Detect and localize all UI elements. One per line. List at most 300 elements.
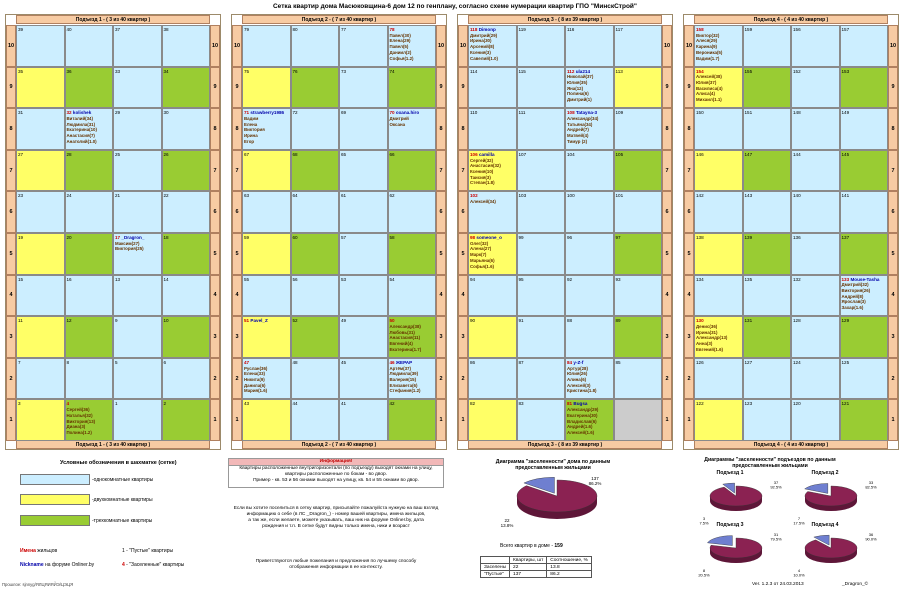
apartment-cell[interactable] [517, 191, 566, 233]
apartment-number: 32 [66, 110, 72, 116]
apartment-number: 54 [389, 276, 395, 282]
resident-name: Оксана [389, 121, 406, 127]
apartment-number-line [696, 235, 741, 241]
apartment-cell[interactable] [388, 108, 437, 150]
podezd-pie-title: Подъезд 1 [716, 470, 744, 476]
apartment-number: 81 [567, 401, 573, 407]
apartment-number: 18 [163, 235, 169, 240]
apartment-number: 122 [696, 401, 704, 407]
apartment-number-line [745, 401, 790, 407]
apartment-cell[interactable] [840, 233, 889, 275]
apartment-number: 37 [115, 27, 121, 32]
apartment-number: 101 [615, 193, 624, 199]
apartment-cell[interactable] [694, 233, 743, 275]
apartment-cell[interactable] [162, 191, 211, 233]
apartment-cell[interactable] [388, 358, 437, 400]
apartment-cell[interactable] [242, 316, 291, 358]
apartment-cell[interactable] [162, 150, 211, 192]
resident-name: Ксения(10) [470, 168, 494, 174]
apartment-cell[interactable] [242, 150, 291, 192]
apartment-number-line [842, 27, 887, 33]
apartment-number: 103 [518, 193, 527, 199]
apartment-cell[interactable] [65, 316, 114, 358]
apartment-number: 112 [567, 68, 575, 74]
resident-name: Дмитрий [389, 115, 409, 121]
pie-label: 37 92.5% [770, 480, 782, 490]
apartment-cell[interactable] [614, 358, 663, 400]
apartment-cell[interactable] [339, 316, 388, 358]
apartment-number-line [842, 193, 887, 199]
apartment-cell[interactable] [16, 275, 65, 317]
floor-number: 8 [458, 108, 468, 150]
apartment-cell[interactable] [113, 316, 162, 358]
apartment-number-line [293, 27, 338, 33]
apartment-cell[interactable] [791, 275, 840, 317]
podezd-pie-title: Подъезд 3 [716, 522, 744, 528]
apartment-cell[interactable] [16, 316, 65, 358]
apartment-number-line [567, 193, 612, 199]
apartment-cell[interactable] [113, 108, 162, 150]
resident-name: Матвей(4) [567, 133, 589, 138]
apartment-cell[interactable] [565, 399, 614, 441]
author-label: _Dragron_© [842, 582, 869, 587]
apartment-number: 40 [66, 27, 72, 32]
apartment-cell[interactable] [743, 150, 792, 192]
apartment-cell[interactable] [162, 275, 211, 317]
apartment-cell[interactable] [291, 150, 340, 192]
apartment-cell[interactable] [65, 67, 114, 109]
apartment-cell[interactable] [16, 399, 65, 441]
apartment-cell[interactable] [113, 358, 162, 400]
apartment-number-line [519, 318, 564, 324]
apartment-cell[interactable] [694, 108, 743, 150]
floor-number: 10 [684, 25, 694, 67]
apartment-number-line [67, 69, 112, 75]
apartment-cell[interactable] [16, 67, 65, 109]
apartment-cell[interactable] [65, 25, 114, 67]
apartment-number: 151 [744, 110, 753, 116]
apartment-number: 117 [615, 27, 623, 32]
apartment-number: 42 [389, 401, 395, 407]
apartment-number-line [616, 152, 661, 158]
forum-nickname: Tatayna-3 [575, 110, 598, 116]
resident-name: Софья(1.6) [470, 263, 494, 269]
apartment-cell[interactable] [694, 358, 743, 400]
apartment-cell[interactable] [242, 233, 291, 275]
apartment-cell[interactable] [65, 358, 114, 400]
house-occupancy-pie [495, 470, 615, 532]
apartment-cell[interactable] [517, 233, 566, 275]
apartment-cell[interactable] [113, 275, 162, 317]
apartment-cell[interactable] [565, 275, 614, 317]
apartment-cell[interactable] [242, 191, 291, 233]
apartment-cell[interactable] [614, 25, 663, 67]
floor-number: 3 [684, 316, 694, 358]
apartment-number: 116 [567, 27, 575, 32]
apartment-number-line [519, 110, 564, 116]
resident-name: Кристина(1.8) [567, 388, 597, 394]
apartment-cell[interactable] [291, 108, 340, 150]
apartment-cell[interactable] [291, 358, 340, 400]
floor-number: 9 [436, 67, 446, 109]
apartment-cell[interactable] [113, 399, 162, 441]
resident-name: Софья(1.2) [389, 55, 414, 61]
apartment-number-line [390, 69, 435, 75]
apartment-cell[interactable] [517, 275, 566, 317]
apartment-cell[interactable] [791, 150, 840, 192]
apartment-cell[interactable] [791, 358, 840, 400]
apartment-number: 129 [841, 318, 850, 324]
resident-name: Вадим(1.7) [696, 55, 720, 61]
resident-name: Руслан(36) [244, 365, 268, 371]
apartment-cell[interactable] [339, 150, 388, 192]
apartment-number: 104 [567, 151, 575, 157]
apartment-cell[interactable] [791, 67, 840, 109]
pie-slice-empty [805, 538, 857, 558]
resident-name: Анастасия(11) [389, 335, 421, 341]
apartment-cell[interactable] [517, 316, 566, 358]
apartment-cell[interactable] [694, 191, 743, 233]
apartment-cell[interactable] [16, 150, 65, 192]
floor-number: 2 [436, 358, 446, 400]
floor-number: 6 [888, 191, 898, 233]
apartment-number-line [244, 152, 289, 158]
apartment-cell[interactable] [840, 191, 889, 233]
apartment-number: 68 [292, 151, 298, 157]
apartment-cell[interactable] [113, 150, 162, 192]
pie-label: 7 17.5% [793, 516, 805, 526]
apartment-number-line [390, 401, 435, 407]
apartment-cell[interactable] [694, 150, 743, 192]
apartment-cell[interactable] [242, 25, 291, 67]
apartment-cell[interactable] [743, 191, 792, 233]
apartment-cell[interactable] [291, 233, 340, 275]
apartment-cell[interactable] [791, 25, 840, 67]
apartment-cell[interactable] [743, 233, 792, 275]
apartment-number: 142 [696, 193, 704, 199]
stats-header-cell [481, 557, 510, 564]
apartment-number-line [696, 110, 741, 116]
apartment-cell[interactable] [291, 67, 340, 109]
apartment-cell[interactable] [840, 275, 889, 317]
apartment-cell[interactable] [388, 150, 437, 192]
apartment-cell[interactable] [791, 316, 840, 358]
apartment-cell[interactable] [517, 108, 566, 150]
apartment-cell[interactable] [791, 399, 840, 441]
podezd-3-pie [690, 528, 790, 578]
apartment-number: 159 [744, 27, 753, 32]
resident-name: Михаил(1.1) [696, 97, 722, 103]
apartment-cell[interactable] [162, 358, 211, 400]
resident-name: Захар(1.6) [841, 305, 864, 311]
apartment-cell[interactable] [743, 108, 792, 150]
apartment-number-line [745, 69, 790, 75]
legend-one-room: -однокомнатные квартиры [92, 477, 154, 483]
apartment-cell[interactable] [65, 108, 114, 150]
apartment-number: 72 [292, 110, 298, 116]
stats-cell: 86.2 [547, 571, 592, 578]
apartment-cell[interactable] [468, 150, 517, 192]
resident-name: Марк(7) [470, 252, 487, 258]
apartment-cell[interactable] [614, 108, 663, 150]
apartment-cell[interactable] [16, 25, 65, 67]
apartment-number-line [616, 277, 661, 283]
apartment-cell[interactable] [791, 191, 840, 233]
resident-name: Егор [244, 138, 255, 144]
apartment-cell[interactable] [840, 108, 889, 150]
apartment-cell[interactable] [517, 25, 566, 67]
resident-name: Диана(3) [66, 424, 86, 430]
apartment-cell[interactable] [339, 399, 388, 441]
floor-number: 10 [6, 25, 16, 67]
info-box [228, 458, 444, 488]
apartment-cell[interactable] [791, 108, 840, 150]
apartment-cell[interactable] [242, 108, 291, 150]
apartment-cell[interactable] [565, 233, 614, 275]
floor-number: 10 [888, 25, 898, 67]
resident-name: Артур(28) [567, 365, 588, 371]
apartment-cells [242, 25, 436, 439]
info-line: Пример - кв. 53 и 56 окнами выходят на улицу, кв. 54 и 55 окнами во двор. [253, 478, 419, 483]
floor-column-left [458, 25, 468, 439]
apartment-cell[interactable] [565, 316, 614, 358]
apartment-cell[interactable] [339, 67, 388, 109]
apartment-cell[interactable] [16, 233, 65, 275]
floor-number: 2 [662, 358, 672, 400]
stats-header-cell: Квартиры, шт [510, 557, 547, 564]
apartment-cell[interactable] [565, 67, 614, 109]
apartment-cell[interactable] [242, 67, 291, 109]
apartment-number: 110 [470, 110, 478, 116]
apartment-cell[interactable] [840, 67, 889, 109]
apartment-cell[interactable] [743, 25, 792, 67]
resident-name: Ксения(3) [470, 49, 491, 55]
resident-name: Евгений(1.6) [696, 346, 723, 352]
apartment-number: 111 [518, 110, 526, 116]
apartment-cell[interactable] [840, 25, 889, 67]
apartment-number-line [793, 110, 838, 116]
apartment-cell[interactable] [614, 233, 663, 275]
stats-cell: 13.8 [547, 564, 592, 571]
apartment-cell[interactable] [517, 150, 566, 192]
apartment-cell[interactable] [65, 150, 114, 192]
apartment-cell[interactable] [291, 191, 340, 233]
apartment-cell[interactable] [743, 316, 792, 358]
apartment-cell[interactable] [468, 358, 517, 400]
resident-name: Стефания(1.2) [389, 388, 421, 394]
apartment-cell[interactable] [840, 150, 889, 192]
apartment-cell[interactable] [468, 316, 517, 358]
podezd-3 [457, 14, 673, 450]
apartment-cell[interactable] [388, 25, 437, 67]
floor-number: 1 [6, 399, 16, 441]
apartment-cell[interactable] [565, 358, 614, 400]
apartment-cell[interactable] [16, 108, 65, 150]
apartment-cell[interactable] [65, 233, 114, 275]
floor-number: 3 [662, 316, 672, 358]
apartment-cell[interactable] [840, 399, 889, 441]
resident-name: Виктория(26) [841, 288, 871, 293]
apartment-cell[interactable] [694, 67, 743, 109]
apartment-cell[interactable] [339, 233, 388, 275]
apartment-cell[interactable] [16, 358, 65, 400]
apartment-cell[interactable] [614, 399, 663, 441]
apartment-cell[interactable] [565, 25, 614, 67]
apartment-number-line [293, 277, 338, 283]
apartment-cell[interactable] [565, 191, 614, 233]
apartment-number-line [616, 360, 661, 366]
apartment-number: 139 [744, 235, 753, 240]
apartment-cell[interactable] [242, 399, 291, 441]
apartment-cell[interactable] [743, 275, 792, 317]
apartment-number-line [390, 277, 435, 283]
apartment-cell[interactable] [291, 275, 340, 317]
floor-number: 6 [6, 191, 16, 233]
apartment-number: 56 [292, 276, 298, 282]
version-label: Ver. 1.2.3 от 24.03.2013 [752, 582, 804, 587]
floor-number: 6 [210, 191, 220, 233]
apartment-cell[interactable] [339, 358, 388, 400]
apartment-cell[interactable] [468, 25, 517, 67]
podezd-2-pie [785, 476, 885, 526]
pie-slice-settled [707, 536, 732, 546]
apartment-number-line [164, 401, 209, 407]
apartment-cell[interactable] [468, 191, 517, 233]
apartment-number: 141 [841, 193, 850, 199]
apartment-cell[interactable] [743, 358, 792, 400]
apartment-cell[interactable] [113, 25, 162, 67]
apartment-number-line [842, 360, 887, 366]
apartment-cell[interactable] [162, 233, 211, 275]
apartment-number: 78 [389, 27, 395, 32]
apartment-number: 27 [18, 151, 24, 157]
apartment-cell[interactable] [694, 275, 743, 317]
apartment-number-line [842, 110, 887, 116]
apartment-cell[interactable] [162, 108, 211, 150]
apartment-cell[interactable] [840, 316, 889, 358]
apartment-cell[interactable] [743, 67, 792, 109]
apartment-cell[interactable] [65, 191, 114, 233]
apartment-cell[interactable] [791, 233, 840, 275]
apartment-cell[interactable] [517, 358, 566, 400]
apartment-cell[interactable] [113, 233, 162, 275]
apartment-cell[interactable] [565, 150, 614, 192]
apartment-cell[interactable] [743, 399, 792, 441]
apartment-cell[interactable] [162, 25, 211, 67]
apartment-cell[interactable] [242, 275, 291, 317]
resident-name: Никита(9) [244, 376, 265, 382]
apartment-number: 2 [163, 401, 167, 407]
apartment-cell[interactable] [468, 233, 517, 275]
floor-number: 5 [684, 233, 694, 275]
apartment-cell[interactable] [339, 191, 388, 233]
resident-name: Людмила(31) [66, 121, 96, 127]
apartment-cell[interactable] [388, 399, 437, 441]
apartment-number: 19 [18, 235, 24, 240]
forum-nickname: ula214 [575, 68, 591, 74]
apartment-cell[interactable] [291, 316, 340, 358]
apartment-cell[interactable] [339, 275, 388, 317]
apartment-cell[interactable] [517, 399, 566, 441]
apartment-cell[interactable] [388, 191, 437, 233]
floor-number: 4 [6, 275, 16, 317]
apartment-cell[interactable] [65, 399, 114, 441]
apartment-cell[interactable] [468, 67, 517, 109]
apartment-number-line [793, 277, 838, 283]
apartment-cell[interactable] [388, 67, 437, 109]
resident-name: Артём(37) [389, 365, 411, 371]
floor-number: 2 [888, 358, 898, 400]
apartment-number-line [293, 110, 338, 116]
legend-title: Условные обозначения в шахматке (сетке) [60, 460, 177, 466]
apartment-cell[interactable] [694, 25, 743, 67]
apartment-number: 59 [244, 235, 250, 240]
apartment-cell[interactable] [16, 191, 65, 233]
apartment-number-line [567, 318, 612, 324]
apartment-cell[interactable] [113, 191, 162, 233]
apartment-number-line [341, 27, 386, 33]
apartment-cell[interactable] [614, 150, 663, 192]
apartment-cell[interactable] [291, 25, 340, 67]
apartment-cell[interactable] [840, 358, 889, 400]
apartment-cell[interactable] [242, 358, 291, 400]
apartment-cell[interactable] [339, 25, 388, 67]
apartment-number: 90 [470, 318, 476, 324]
apartment-cell[interactable] [339, 108, 388, 150]
apartment-cell[interactable] [468, 275, 517, 317]
apartment-cell[interactable] [162, 67, 211, 109]
apartment-number: 144 [793, 151, 801, 157]
apartment-cell[interactable] [113, 67, 162, 109]
apartment-cell[interactable] [614, 191, 663, 233]
apartment-cell[interactable] [291, 399, 340, 441]
apartment-cell[interactable] [468, 108, 517, 150]
apartment-cell[interactable] [388, 275, 437, 317]
apartment-cell[interactable] [517, 67, 566, 109]
resident-name: Юлия(26) [567, 371, 588, 377]
apartment-cell[interactable] [162, 399, 211, 441]
resident-name: Алеся(29) [696, 38, 718, 44]
apartment-cell[interactable] [694, 399, 743, 441]
floor-number: 3 [210, 316, 220, 358]
apartment-number: 51 [244, 318, 250, 324]
apartment-cell[interactable] [468, 399, 517, 441]
apartment-number: 95 [518, 276, 524, 282]
apartment-cell[interactable] [614, 316, 663, 358]
apartment-cell[interactable] [614, 67, 663, 109]
podezd-footer: Подъезд 3 - ( 8 из 39 квартир ) [468, 440, 662, 449]
apartment-cell[interactable] [565, 108, 614, 150]
apartment-cell[interactable] [614, 275, 663, 317]
apartment-number: 52 [292, 318, 298, 324]
apartment-number-line [745, 235, 790, 241]
apartment-number-line [745, 110, 790, 116]
apartment-number-line [164, 193, 209, 199]
apartment-cell[interactable] [694, 316, 743, 358]
apartment-number: 74 [389, 68, 395, 74]
apartment-number: 71 [244, 110, 250, 116]
apartment-cell[interactable] [162, 316, 211, 358]
apartment-number-line [18, 110, 63, 116]
floor-number: 3 [458, 316, 468, 358]
floor-number: 3 [888, 316, 898, 358]
apartment-cell[interactable] [65, 275, 114, 317]
apartment-number: 99 [518, 235, 524, 240]
apartment-number-line [18, 27, 63, 33]
apartment-cell[interactable] [388, 233, 437, 275]
floor-number: 9 [684, 67, 694, 109]
apartment-cell[interactable] [388, 316, 437, 358]
